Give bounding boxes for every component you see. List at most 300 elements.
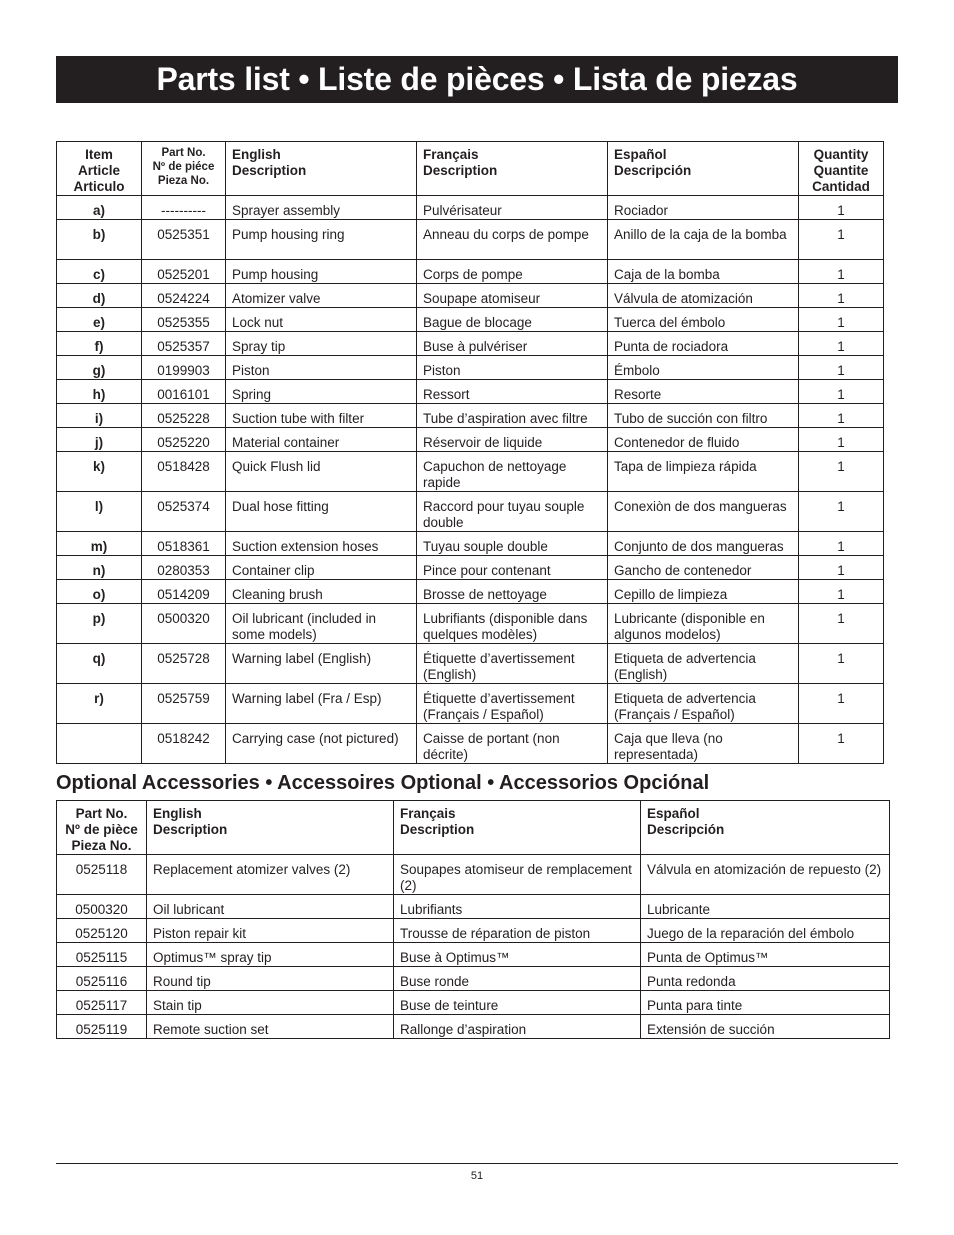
espanol-cell-text: Lubricante (disponible en algunos modelos)	[614, 611, 765, 642]
item-cell	[57, 308, 142, 332]
quantity-cell	[799, 404, 884, 428]
item-cell	[57, 428, 142, 452]
acc-espanol-cell	[641, 855, 890, 895]
quantity-cell-text: 1	[837, 499, 845, 514]
part-no-cell-text: 0525351	[157, 227, 210, 242]
part-no-cell	[142, 492, 226, 532]
francais-cell	[417, 532, 608, 556]
francais-cell-text: Réservoir de liquide	[423, 435, 543, 450]
table-row	[57, 356, 884, 380]
page-number: 51	[470, 1170, 484, 1182]
english-cell-text: Suction tube with filter	[232, 411, 365, 426]
item-cell-text: j)	[94, 435, 104, 450]
item-cell-text: h)	[92, 387, 106, 402]
english-cell	[226, 356, 417, 380]
item-cell-text: r)	[94, 691, 104, 706]
table-row	[57, 967, 890, 991]
english-cell-text: Pump housing	[232, 267, 319, 282]
table-row	[57, 308, 884, 332]
acc-part-no-cell-text: 0525119	[75, 1022, 128, 1037]
acc-english-cell	[147, 1015, 394, 1039]
item-cell-text: a)	[92, 203, 105, 218]
acc-english-cell-text: Optimus™ spray tip	[153, 950, 272, 965]
acc-header-francais-line: Description	[400, 822, 475, 837]
header-quantity-line: Quantite	[813, 163, 869, 178]
english-cell-text: Suction extension hoses	[232, 539, 379, 554]
espanol-cell-text: Válvula de atomización	[614, 291, 753, 306]
francais-cell-text: Pulvérisateur	[423, 203, 502, 218]
acc-espanol-cell-text: Lubricante	[647, 902, 711, 917]
acc-header-espanol	[641, 801, 890, 855]
espanol-cell	[608, 356, 799, 380]
part-no-cell-text: 0525228	[157, 411, 210, 426]
item-cell	[57, 556, 142, 580]
quantity-cell	[799, 356, 884, 380]
acc-francais-cell-text: Soupapes atomiseur de remplacement (2)	[400, 862, 632, 893]
quantity-cell-text: 1	[837, 291, 845, 306]
francais-cell-text: Lubrifiants (disponible dans quelques modèles)	[423, 611, 588, 642]
english-cell-text: Cleaning brush	[232, 587, 323, 602]
acc-part-no-cell-text: 0525118	[75, 862, 128, 877]
quantity-cell-text: 1	[837, 691, 845, 706]
table-row	[57, 556, 884, 580]
francais-cell-text: Étiquette d’avertissement (English)	[423, 651, 575, 682]
item-cell-text: l)	[94, 499, 104, 514]
part-no-cell-text: 0518361	[157, 539, 210, 554]
acc-english-cell-text: Stain tip	[153, 998, 202, 1013]
table-row	[57, 604, 884, 644]
page-title: Parts list • Liste de pièces • Lista de piezas	[156, 61, 798, 97]
francais-cell-text: Tube d’aspiration avec filtre	[423, 411, 588, 426]
acc-english-cell-text: Piston repair kit	[153, 926, 247, 941]
part-no-cell	[142, 428, 226, 452]
espanol-cell	[608, 260, 799, 284]
quantity-cell	[799, 332, 884, 356]
part-no-cell	[142, 532, 226, 556]
acc-english-cell-text: Replacement atomizer valves (2)	[153, 862, 351, 877]
acc-english-cell	[147, 967, 394, 991]
part-no-cell	[142, 404, 226, 428]
part-no-cell	[142, 220, 226, 260]
acc-english-cell-text: Oil lubricant	[153, 902, 225, 917]
francais-cell-text: Bague de blocage	[423, 315, 532, 330]
english-cell	[226, 196, 417, 220]
acc-header-francais	[394, 801, 641, 855]
francais-cell	[417, 380, 608, 404]
acc-espanol-cell	[641, 895, 890, 919]
part-no-cell-text: 0525728	[157, 651, 210, 666]
part-no-cell-text: 0500320	[157, 611, 210, 626]
espanol-cell	[608, 532, 799, 556]
espanol-cell-text: Rociador	[614, 203, 669, 218]
item-cell-text: c)	[92, 267, 105, 282]
header-item-line: Item	[85, 147, 113, 162]
english-cell	[226, 404, 417, 428]
english-cell	[226, 556, 417, 580]
item-cell-text: p)	[92, 611, 106, 626]
table-row	[57, 1015, 890, 1039]
espanol-cell-text: Gancho de contenedor	[614, 563, 752, 578]
espanol-cell	[608, 196, 799, 220]
english-cell	[226, 684, 417, 724]
espanol-cell	[608, 556, 799, 580]
item-cell-text: q)	[92, 651, 106, 666]
header-english	[226, 142, 417, 196]
table-row	[57, 452, 884, 492]
english-cell	[226, 580, 417, 604]
part-no-cell	[142, 332, 226, 356]
accessories-title: Optional Accessories • Accessoires Optional • Accessorios Opciónal	[56, 772, 710, 794]
item-cell-text: i)	[94, 411, 104, 426]
part-no-cell	[142, 644, 226, 684]
table-row	[57, 492, 884, 532]
espanol-cell-text: Etiqueta de advertencia (English)	[614, 651, 756, 682]
acc-header-english	[147, 801, 394, 855]
acc-english-cell	[147, 919, 394, 943]
item-cell-text: d)	[92, 291, 106, 306]
english-cell-text: Pump housing ring	[232, 227, 345, 242]
quantity-cell-text: 1	[837, 563, 845, 578]
part-no-cell	[142, 724, 226, 764]
acc-espanol-cell-text: Extensión de succión	[647, 1022, 775, 1037]
acc-part-no-cell-text: 0525117	[75, 998, 128, 1013]
quantity-cell	[799, 556, 884, 580]
english-cell-text: Warning label (Fra / Esp)	[232, 691, 382, 706]
espanol-cell	[608, 284, 799, 308]
acc-espanol-cell	[641, 919, 890, 943]
header-francais-line: Français	[423, 147, 479, 162]
part-no-cell-text: 0199903	[157, 363, 210, 378]
francais-cell-text: Ressort	[423, 387, 470, 402]
item-cell	[57, 532, 142, 556]
espanol-cell	[608, 452, 799, 492]
table-row	[57, 428, 884, 452]
accessories-table	[56, 800, 890, 1039]
quantity-cell	[799, 684, 884, 724]
acc-header-english-line: English	[153, 806, 202, 821]
table-row	[57, 532, 884, 556]
acc-part-no-cell	[57, 943, 147, 967]
part-no-cell-text: 0525374	[157, 499, 210, 514]
quantity-cell-text: 1	[837, 227, 845, 242]
quantity-cell	[799, 644, 884, 684]
header-part-no-line: Pieza No.	[157, 175, 210, 187]
quantity-cell	[799, 380, 884, 404]
acc-francais-cell	[394, 895, 641, 919]
acc-espanol-cell	[641, 1015, 890, 1039]
item-cell-text: m)	[90, 539, 108, 554]
francais-cell	[417, 684, 608, 724]
quantity-cell-text: 1	[837, 651, 845, 666]
item-cell	[57, 380, 142, 404]
english-cell	[226, 492, 417, 532]
part-no-cell	[142, 356, 226, 380]
acc-english-cell-text: Round tip	[153, 974, 211, 989]
quantity-cell	[799, 604, 884, 644]
item-cell	[57, 260, 142, 284]
quantity-cell	[799, 260, 884, 284]
part-no-cell-text: 0525759	[157, 691, 210, 706]
acc-header-part-no-line: Pieza No.	[71, 838, 132, 853]
acc-espanol-cell	[641, 967, 890, 991]
header-quantity-line: Cantidad	[812, 179, 870, 194]
espanol-cell	[608, 380, 799, 404]
francais-cell-text: Corps de pompe	[423, 267, 523, 282]
quantity-cell-text: 1	[837, 363, 845, 378]
acc-espanol-cell	[641, 943, 890, 967]
quantity-cell-text: 1	[837, 539, 845, 554]
francais-cell	[417, 196, 608, 220]
item-cell	[57, 644, 142, 684]
espanol-cell-text: Resorte	[614, 387, 662, 402]
english-cell	[226, 380, 417, 404]
item-cell	[57, 580, 142, 604]
quantity-cell-text: 1	[837, 339, 845, 354]
table-row	[57, 644, 884, 684]
english-cell-text: Atomizer valve	[232, 291, 321, 306]
espanol-cell	[608, 428, 799, 452]
item-cell-text: b)	[92, 227, 106, 242]
item-cell	[57, 604, 142, 644]
espanol-cell-text: Contenedor de fluido	[614, 435, 740, 450]
table-row	[57, 684, 884, 724]
item-cell	[57, 452, 142, 492]
part-no-cell	[142, 284, 226, 308]
francais-cell-text: Anneau du corps de pompe	[423, 227, 589, 242]
espanol-cell-text: Punta de rociadora	[614, 339, 729, 354]
acc-part-no-cell-text: 0525116	[75, 974, 128, 989]
espanol-cell	[608, 404, 799, 428]
acc-francais-cell-text: Trousse de réparation de piston	[400, 926, 591, 941]
espanol-cell-text: Caja de la bomba	[614, 267, 720, 282]
item-cell	[57, 492, 142, 532]
acc-francais-cell	[394, 967, 641, 991]
english-cell-text: Spring	[232, 387, 272, 402]
part-no-cell	[142, 604, 226, 644]
acc-francais-cell-text: Buse à Optimus™	[400, 950, 510, 965]
francais-cell	[417, 356, 608, 380]
acc-francais-cell	[394, 919, 641, 943]
francais-cell	[417, 556, 608, 580]
quantity-cell	[799, 532, 884, 556]
acc-english-cell	[147, 991, 394, 1015]
parts-table-body	[57, 196, 884, 764]
francais-cell	[417, 308, 608, 332]
part-no-cell	[142, 556, 226, 580]
header-francais-line: Description	[423, 163, 498, 178]
table-row	[57, 332, 884, 356]
espanol-cell-text: Caja que lleva (no representada)	[614, 731, 723, 762]
espanol-cell	[608, 580, 799, 604]
item-cell	[57, 332, 142, 356]
francais-cell-text: Caisse de portant (non décrite)	[423, 731, 560, 762]
quantity-cell	[799, 724, 884, 764]
acc-espanol-cell-text: Válvula en atomización de repuesto (2)	[647, 862, 882, 877]
acc-francais-cell-text: Rallonge d’aspiration	[400, 1022, 527, 1037]
header-english-line: English	[232, 147, 281, 162]
english-cell	[226, 332, 417, 356]
acc-francais-cell-text: Lubrifiants	[400, 902, 463, 917]
francais-cell-text: Pince pour contenant	[423, 563, 551, 578]
quantity-cell-text: 1	[837, 203, 845, 218]
item-cell	[57, 724, 142, 764]
quantity-cell	[799, 196, 884, 220]
table-row	[57, 991, 890, 1015]
acc-header-english-line: Description	[153, 822, 228, 837]
item-cell-text: f)	[94, 339, 104, 354]
table-row	[57, 895, 890, 919]
espanol-cell	[608, 684, 799, 724]
table-row	[57, 919, 890, 943]
francais-cell-text: Buse à pulvériser	[423, 339, 528, 354]
francais-cell-text: Raccord pour tuyau souple double	[423, 499, 585, 530]
quantity-cell-text: 1	[837, 435, 845, 450]
quantity-cell-text: 1	[837, 731, 845, 746]
francais-cell-text: Soupape atomiseur	[423, 291, 541, 306]
table-row	[57, 404, 884, 428]
acc-english-cell	[147, 895, 394, 919]
english-cell-text: Lock nut	[232, 315, 284, 330]
acc-english-cell	[147, 855, 394, 895]
english-cell-text: Oil lubricant (included in some models)	[232, 611, 377, 642]
francais-cell	[417, 260, 608, 284]
part-no-cell	[142, 580, 226, 604]
english-cell	[226, 532, 417, 556]
part-no-cell	[142, 684, 226, 724]
francais-cell-text: Capuchon de nettoyage rapide	[423, 459, 567, 490]
acc-part-no-cell	[57, 1015, 147, 1039]
acc-english-cell-text: Remote suction set	[153, 1022, 269, 1037]
acc-part-no-cell-text: 0525120	[75, 926, 128, 941]
part-no-cell	[142, 308, 226, 332]
title-bar	[56, 56, 898, 103]
francais-cell	[417, 644, 608, 684]
acc-part-no-cell	[57, 991, 147, 1015]
part-no-cell-text: 0525355	[157, 315, 210, 330]
accessories-table-body	[57, 855, 890, 1039]
english-cell-text: Warning label (English)	[232, 651, 372, 666]
part-no-cell-text: ----------	[161, 203, 206, 218]
francais-cell	[417, 492, 608, 532]
acc-espanol-cell-text: Juego de la reparación del émbolo	[647, 926, 855, 941]
espanol-cell-text: Anillo de la caja de la bomba	[614, 227, 787, 242]
acc-part-no-cell	[57, 967, 147, 991]
english-cell	[226, 724, 417, 764]
table-row	[57, 855, 890, 895]
quantity-cell	[799, 284, 884, 308]
acc-francais-cell	[394, 855, 641, 895]
table-row	[57, 260, 884, 284]
header-quantity	[799, 142, 884, 196]
english-cell-text: Piston	[232, 363, 270, 378]
francais-cell	[417, 284, 608, 308]
parts-header-row	[57, 142, 884, 196]
item-cell-text: n)	[92, 563, 106, 578]
francais-cell-text: Tuyau souple double	[423, 539, 548, 554]
english-cell	[226, 428, 417, 452]
acc-header-francais-line: Français	[400, 806, 456, 821]
acc-part-no-cell-text: 0525115	[75, 950, 128, 965]
francais-cell	[417, 452, 608, 492]
quantity-cell-text: 1	[837, 611, 845, 626]
header-espanol-line: Descripción	[614, 163, 692, 178]
quantity-cell-text: 1	[837, 411, 845, 426]
header-francais	[417, 142, 608, 196]
acc-francais-cell	[394, 1015, 641, 1039]
quantity-cell-text: 1	[837, 387, 845, 402]
francais-cell	[417, 604, 608, 644]
header-part-no-line: Nº de piéce	[152, 161, 215, 173]
espanol-cell	[608, 332, 799, 356]
part-no-cell-text: 0280353	[157, 563, 210, 578]
part-no-cell-text: 0016101	[157, 387, 210, 402]
acc-header-part-no-line: Part No.	[75, 806, 128, 821]
part-no-cell-text: 0525357	[157, 339, 210, 354]
acc-espanol-cell-text: Punta redonda	[647, 974, 736, 989]
espanol-cell-text: Émbolo	[614, 363, 660, 378]
espanol-cell	[608, 724, 799, 764]
english-cell-text: Dual hose fitting	[232, 499, 329, 514]
footer-divider	[56, 1163, 898, 1164]
item-cell-text	[57, 724, 141, 731]
acc-english-cell	[147, 943, 394, 967]
espanol-cell-text: Cepillo de limpieza	[614, 587, 728, 602]
espanol-cell-text: Tuerca del émbolo	[614, 315, 726, 330]
english-cell-text: Container clip	[232, 563, 315, 578]
quantity-cell	[799, 492, 884, 532]
acc-part-no-cell	[57, 919, 147, 943]
acc-espanol-cell-text: Punta para tinte	[647, 998, 743, 1013]
acc-header-espanol-line: Español	[647, 806, 700, 821]
part-no-cell	[142, 260, 226, 284]
acc-francais-cell	[394, 991, 641, 1015]
part-no-cell	[142, 196, 226, 220]
header-item-line: Articulo	[73, 179, 125, 194]
english-cell	[226, 260, 417, 284]
espanol-cell-text: Tubo de succión con filtro	[614, 411, 768, 426]
english-cell	[226, 284, 417, 308]
english-cell	[226, 220, 417, 260]
francais-cell-text: Brosse de nettoyage	[423, 587, 547, 602]
english-cell-text: Spray tip	[232, 339, 286, 354]
espanol-cell-text: Conexiòn de dos mangueras	[614, 499, 787, 514]
acc-francais-cell-text: Buse de teinture	[400, 998, 499, 1013]
acc-part-no-cell	[57, 895, 147, 919]
item-cell	[57, 196, 142, 220]
table-row	[57, 380, 884, 404]
item-cell-text: g)	[92, 363, 106, 378]
quantity-cell	[799, 220, 884, 260]
item-cell-text: k)	[92, 459, 105, 474]
part-no-cell-text: 0525201	[157, 267, 210, 282]
table-row	[57, 220, 884, 260]
table-row	[57, 724, 884, 764]
english-cell	[226, 308, 417, 332]
acc-francais-cell	[394, 943, 641, 967]
espanol-cell-text: Etiqueta de advertencia (Français / Español)	[614, 691, 756, 722]
parts-table	[56, 141, 884, 764]
francais-cell-text: Piston	[423, 363, 461, 378]
quantity-cell	[799, 428, 884, 452]
header-english-line: Description	[232, 163, 307, 178]
english-cell	[226, 604, 417, 644]
espanol-cell	[608, 604, 799, 644]
francais-cell	[417, 580, 608, 604]
quantity-cell-text: 1	[837, 459, 845, 474]
header-item	[57, 142, 142, 196]
quantity-cell	[799, 452, 884, 492]
header-espanol-line: Español	[614, 147, 667, 162]
